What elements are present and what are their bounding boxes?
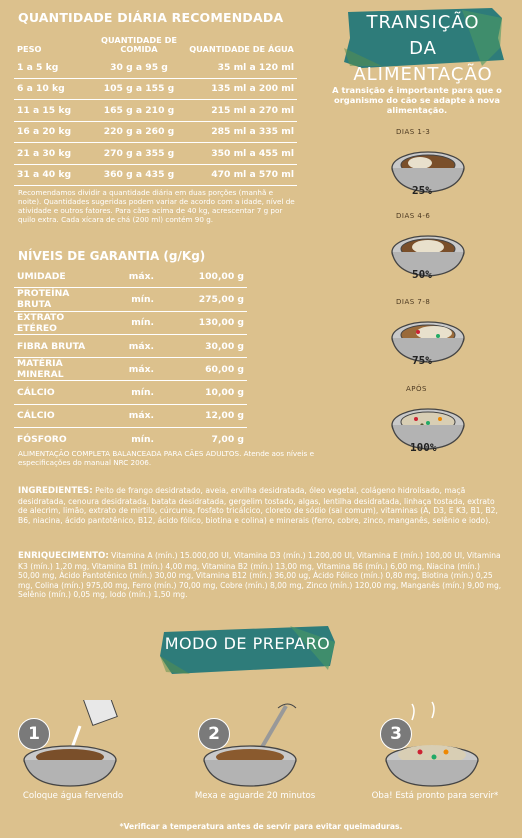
transition-stage-4 bbox=[388, 385, 478, 463]
bowl-icon bbox=[388, 395, 478, 465]
table-row bbox=[14, 121, 297, 143]
transition-title-line2: DA ALIMENTAÇÃO bbox=[353, 38, 493, 85]
weight-cell: 16 a 20 kg bbox=[17, 126, 72, 138]
table-row bbox=[14, 78, 297, 100]
stage-label: APÓS bbox=[406, 385, 427, 393]
food-cell: 30 g a 95 g bbox=[110, 61, 168, 73]
bowl-icon bbox=[388, 308, 478, 378]
header-food: QUANTIDADE DE COMIDA bbox=[101, 35, 177, 54]
table-row bbox=[14, 404, 247, 427]
preparation-title: MODO DE PREPARO bbox=[164, 634, 331, 653]
weight-cell: 21 a 30 kg bbox=[17, 147, 72, 159]
water-cell: 470 ml a 570 ml bbox=[211, 169, 294, 181]
weight-cell: 1 a 5 kg bbox=[17, 61, 59, 73]
water-cell: 350 ml a 455 ml bbox=[211, 147, 294, 159]
amount-cell: 7,00 g bbox=[211, 433, 244, 445]
amount-cell: 130,00 g bbox=[198, 317, 244, 329]
stage-percent: 25% bbox=[412, 184, 432, 197]
ingredients-label: INGREDIENTES: bbox=[18, 486, 93, 496]
table-row bbox=[14, 334, 247, 357]
step-caption: Oba! Está pronto para servir* bbox=[371, 791, 499, 801]
stage-percent: 100% bbox=[410, 441, 437, 454]
feeding-title: QUANTIDADE DIÁRIA RECOMENDADA bbox=[18, 10, 284, 25]
food-cell: 105 g a 155 g bbox=[103, 83, 175, 95]
ingredients-text: Peito de frango desidratado, aveia, ervilha desidratada, óleo vegetal, colágeno hidrolisado, maçã desidratada, cenoura desidratada, batata desidratada, gergelim tostado, algas, lentilha desidratada, linhaça tostada, extrato de alecrim, limão, extrato de mirtilo, cúrcuma, fosfato tricálcico, cloreto de sódio (sal comum), vitaminas (A, D3, E K3, B1, B2, B6, niacina, ácido pantotênico, B12, ácido fólico, biotina e colina) e minerais (ferro, cobre, zinco, manganês, selênio e iodo). bbox=[18, 486, 498, 525]
stage-percent: 75% bbox=[412, 354, 432, 367]
enrichment-label: ENRIQUECIMENTO: bbox=[18, 551, 109, 561]
transition-stage-1 bbox=[388, 128, 478, 206]
nutrient-cell: CÁLCIO bbox=[17, 410, 55, 422]
amount-cell: 100,00 g bbox=[198, 270, 244, 282]
transition-stage-3 bbox=[388, 298, 478, 376]
transition-stage-2 bbox=[388, 212, 478, 290]
nutrient-cell: FIBRA BRUTA bbox=[17, 340, 86, 352]
limit-cell: máx. bbox=[128, 363, 154, 375]
feeding-table bbox=[14, 28, 297, 186]
nutrient-cell: PROTEÍNA BRUTA bbox=[17, 288, 70, 311]
table-row bbox=[14, 358, 247, 381]
transition-title bbox=[342, 10, 504, 88]
food-cell: 220 g a 260 g bbox=[103, 126, 175, 138]
step-caption: Mexa e aguarde 20 minutos bbox=[194, 791, 316, 801]
step-caption: Coloque água fervendo bbox=[22, 791, 124, 801]
enrichment-paragraph bbox=[18, 551, 504, 600]
enrichment-text: Vitamina A (mín.) 15.000,00 UI, Vitamina D3 (mín.) 1.200,00 UI, Vitamina E (mín.) 100,00 UI, Vitamina K3 (mín.) 1,20 mg, Vitamina B1 (mín.) 4,00 mg, Vitamina B2 (mín.) 13,00 mg, Vitamina B6 (mín.) 6,00 mg, Niacina (mín.) 50,00 mg, Ácido Pantotênico (mín.) 30,00 mg, Vitamina B12 (mín.) 36,00 ug, Ácido Fólico (mín.) 0,80 mg, Biotina (mín.) 0,25 mg, Colina (mín.) 975,00 mg, Ferro (mín.) 70,00 mg, Cobre (mín.) 8,00 mg, Zinco (mín.) 120,00 mg, Manganês (mín.) 9,00 mg, Selênio (mín.) 0,05 mg, Iodo (mín.) 1,50 mg. bbox=[18, 551, 502, 600]
water-cell: 35 ml a 120 ml bbox=[217, 61, 294, 73]
prep-step-1 bbox=[10, 700, 160, 790]
table-row bbox=[14, 381, 247, 404]
amount-cell: 12,00 g bbox=[205, 410, 244, 422]
limit-cell: mín. bbox=[131, 433, 154, 445]
table-row bbox=[14, 57, 297, 78]
step-number-badge: 1 bbox=[18, 718, 50, 750]
weight-cell: 6 a 10 kg bbox=[17, 83, 65, 95]
water-cell: 215 ml a 270 ml bbox=[211, 104, 294, 116]
nutrient-cell: MATÉRIA MINERAL bbox=[17, 358, 64, 381]
weight-cell: 11 a 15 kg bbox=[17, 104, 72, 116]
prep-step-2 bbox=[190, 700, 340, 790]
food-cell: 360 g a 435 g bbox=[103, 169, 175, 181]
nutrient-cell: CÁLCIO bbox=[17, 387, 55, 399]
table-row bbox=[14, 288, 247, 311]
header-water: QUANTIDADE DE ÁGUA bbox=[189, 44, 294, 54]
bowl-icon bbox=[388, 138, 478, 208]
nutrient-cell: EXTRATO ETÉREO bbox=[17, 311, 65, 334]
guarantee-table bbox=[14, 265, 247, 450]
table-row bbox=[14, 428, 247, 451]
limit-cell: máx. bbox=[128, 340, 154, 352]
food-cell: 165 g a 210 g bbox=[103, 104, 175, 116]
limit-cell: máx. bbox=[128, 410, 154, 422]
table-row bbox=[14, 311, 247, 334]
nutrient-cell: UMIDADE bbox=[17, 270, 66, 282]
amount-cell: 275,00 g bbox=[198, 293, 244, 305]
stage-label: DIAS 7-8 bbox=[396, 298, 431, 306]
water-cell: 135 ml a 200 ml bbox=[211, 83, 294, 95]
stage-label: DIAS 1-3 bbox=[396, 128, 431, 136]
stage-label: DIAS 4-6 bbox=[396, 212, 431, 220]
transition-description: A transição é importante para que o organismo do cão se adapte à nova alimentação. bbox=[332, 85, 502, 115]
amount-cell: 10,00 g bbox=[205, 387, 244, 399]
feeding-note: Recomendamos dividir a quantidade diária em duas porções (manhã e noite). Quantidades sugeridas podem variar de acordo com a idade, nível de atividade e outros fatores. Para cães acima de 40 kg, acrescentar 7 g por quilo extra. Cada xícara de chá (200 ml) contém 90 g. bbox=[18, 188, 295, 224]
prep-step-3 bbox=[372, 700, 522, 790]
preparation-footnote: *Verificar a temperatura antes de servir para evitar queimaduras. bbox=[119, 822, 403, 831]
limit-cell: mín. bbox=[131, 293, 154, 305]
guarantee-note: ALIMENTAÇÃO COMPLETA BALANCEADA PARA CÃES ADULTOS. Atende aos níveis e especificações do manual NRC 2006. bbox=[18, 449, 315, 467]
ingredients-paragraph bbox=[18, 486, 504, 525]
water-cell: 285 ml a 335 ml bbox=[211, 126, 294, 138]
transition-title-line1: TRANSIÇÃO bbox=[366, 12, 480, 33]
bowl-icon bbox=[388, 222, 478, 292]
stage-percent: 50% bbox=[412, 268, 432, 281]
header-weight: PESO bbox=[17, 44, 42, 54]
amount-cell: 60,00 g bbox=[205, 363, 244, 375]
weight-cell: 31 a 40 kg bbox=[17, 169, 72, 181]
step-number-badge: 2 bbox=[198, 718, 230, 750]
table-row bbox=[14, 265, 247, 288]
limit-cell: mín. bbox=[131, 387, 154, 399]
guarantee-title: NÍVEIS DE GARANTIA (g/Kg) bbox=[18, 249, 206, 263]
limit-cell: mín. bbox=[131, 317, 154, 329]
limit-cell: máx. bbox=[128, 270, 154, 282]
step-number-badge: 3 bbox=[380, 718, 412, 750]
food-cell: 270 g a 355 g bbox=[103, 147, 175, 159]
amount-cell: 30,00 g bbox=[205, 340, 244, 352]
table-row bbox=[14, 143, 297, 165]
table-row bbox=[14, 100, 297, 122]
table-row bbox=[14, 164, 297, 186]
nutrient-cell: FÓSFORO bbox=[17, 433, 67, 445]
